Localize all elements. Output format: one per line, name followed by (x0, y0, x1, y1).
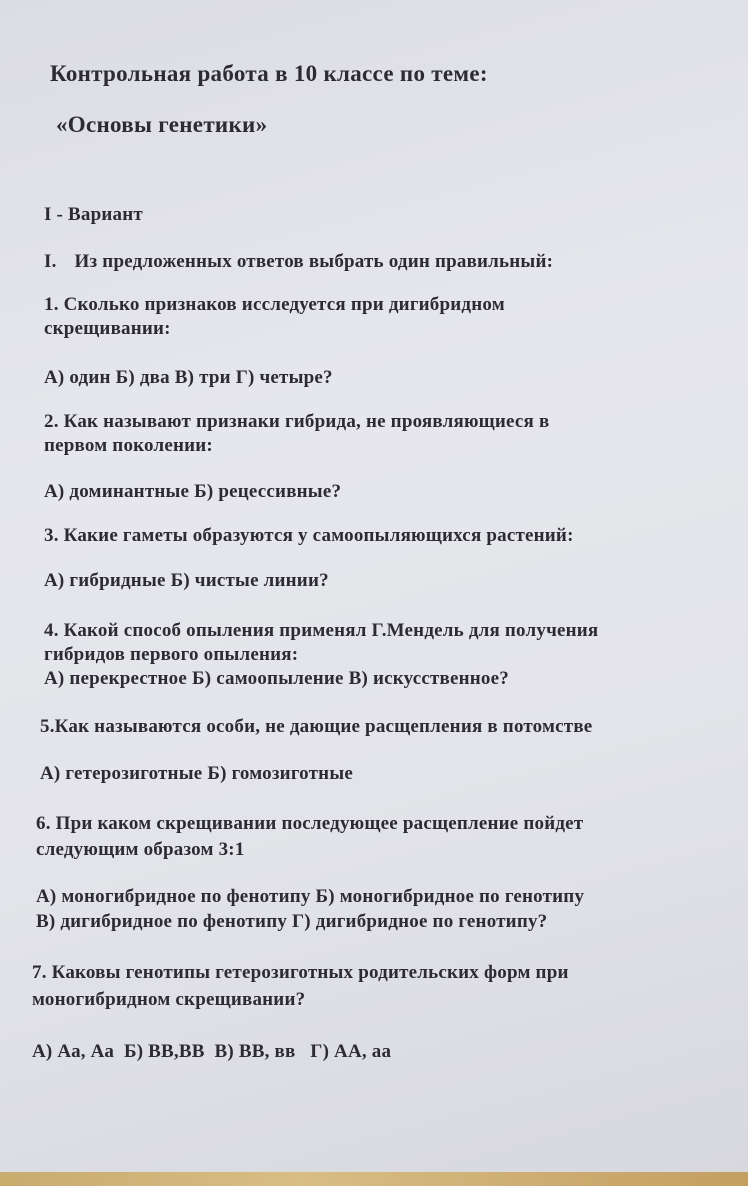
question-1-answers: А) один Б) два В) три Г) четыре? (44, 367, 333, 388)
question-7-answers: А) Аа, Аа Б) ВВ,ВВ В) ВВ, вв Г) АА, аа (32, 1041, 392, 1062)
question-2-answers: А) доминантные Б) рецессивные? (44, 481, 342, 502)
question-5-answers: А) гетерозиготные Б) гомозиготные (40, 763, 353, 784)
question-4-answers: А) перекрестное Б) самоопыление В) искусственное? (44, 668, 509, 689)
section-number: I. (44, 251, 57, 272)
variant-label: I - Вариант (44, 204, 143, 225)
question-1-text-line-1: 1. Сколько признаков исследуется при дигибридном (44, 294, 505, 315)
question-3-text-line-1: 3. Какие гаметы образуются у самоопыляющихся растений: (44, 525, 574, 546)
question-7-text-line-1: 7. Каковы генотипы гетерозиготных родительских форм при (32, 962, 569, 983)
question-6-answers-line-2: В) дигибридное по фенотипу Г) дигибридное по генотипу? (36, 911, 548, 932)
table-surface (0, 1172, 748, 1186)
question-6-answers-line-1: А) моногибридное по фенотипу Б) моногибридное по генотипу (36, 886, 585, 907)
title-line-1: Контрольная работа в 10 классе по теме: (50, 61, 488, 86)
question-2-text-line-2: первом поколении: (44, 435, 213, 456)
question-6-text-line-2: следующим образом 3:1 (36, 839, 245, 860)
section-heading (44, 250, 553, 274)
question-5-text-line-1: 5.Как называются особи, не дающие расщепления в потомстве (40, 716, 593, 737)
question-3-answers: А) гибридные Б) чистые линии? (44, 570, 329, 591)
question-2-text-line-1: 2. Как называют признаки гибрида, не проявляющиеся в (44, 411, 550, 432)
question-4-text-line-1: 4. Какой способ опыления применял Г.Мендель для получения (44, 620, 599, 641)
section-instruction: Из предложенных ответов выбрать один правильный: (74, 251, 554, 272)
question-4-text-line-2: гибридов первого опыления: (44, 644, 299, 665)
question-1-text-line-2: скрещивании: (44, 318, 171, 339)
title-line-2: «Основы генетики» (56, 112, 268, 137)
question-6-text-line-1: 6. При каком скрещивании последующее расщепление пойдет (36, 813, 584, 834)
question-7-text-line-2: моногибридном скрещивании? (32, 989, 306, 1010)
